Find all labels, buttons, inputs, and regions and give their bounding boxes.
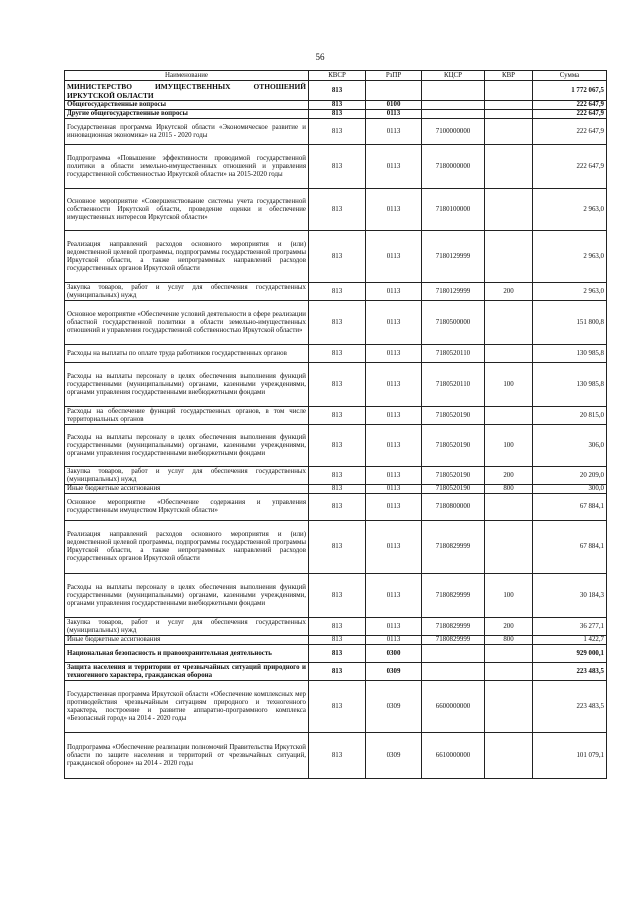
cell-name: Защита населения и территории от чрезвычайных ситуаций природного и техногенного характера, гражданская оборона xyxy=(65,663,309,681)
cell-kvr xyxy=(485,663,533,681)
cell-name: Реализация направлений расходов основного мероприятия и (или) ведомственной целевой программы, подпрограммы государственной программы Иркутской области, а также непрограммных направлений расходов государственных органов Иркутской области xyxy=(65,231,309,283)
cell-sum: 222 647,9 xyxy=(533,110,607,119)
cell-name: Государственная программа Иркутской области «Обеспечение комплексных мер противодействия чрезвычайным ситуациям природного и техногенного характера, построение и развитие аппаратно-программного комплекса «Безопасный город» на 2014 - 2020 годы xyxy=(65,681,309,733)
table-row xyxy=(65,407,607,425)
table-row xyxy=(65,645,607,663)
cell-name: Иные бюджетные ассигнования xyxy=(65,636,309,645)
cell-kcsr xyxy=(422,101,485,110)
cell-kvsr: 813 xyxy=(309,119,366,145)
cell-rzpr: 0113 xyxy=(366,485,422,494)
cell-name: Закупка товаров, работ и услуг для обеспечения государственных (муниципальных) нужд xyxy=(65,618,309,636)
cell-sum: 151 800,8 xyxy=(533,301,607,345)
cell-kvr: 100 xyxy=(485,574,533,618)
cell-rzpr: 0300 xyxy=(366,645,422,663)
cell-rzpr: 0309 xyxy=(366,681,422,733)
budget-table xyxy=(64,70,607,779)
cell-kcsr: 7180129999 xyxy=(422,283,485,301)
cell-sum: 300,0 xyxy=(533,485,607,494)
cell-kvr xyxy=(485,231,533,283)
column-header-rzpr: РзПР xyxy=(366,71,422,81)
cell-name: Основное мероприятие «Обеспечение условий деятельности в сфере реализации областной государственной политики в области земельно-имущественных отношений и управления государственной собственностью Иркутской области» xyxy=(65,301,309,345)
cell-name: Другие общегосударственные вопросы xyxy=(65,110,309,119)
table-row xyxy=(65,467,607,485)
cell-kvr: 800 xyxy=(485,636,533,645)
cell-kvsr: 813 xyxy=(309,733,366,779)
cell-name: Закупка товаров, работ и услуг для обеспечения государственных (муниципальных) нужд xyxy=(65,283,309,301)
cell-name: Расходы на выплаты по оплате труда работников государственных органов xyxy=(65,345,309,363)
cell-name: Закупка товаров, работ и услуг для обеспечения государственных (муниципальных) нужд xyxy=(65,467,309,485)
table-row xyxy=(65,301,607,345)
cell-kvr xyxy=(485,407,533,425)
table-row xyxy=(65,363,607,407)
cell-kcsr: 7180520190 xyxy=(422,467,485,485)
cell-kvsr: 813 xyxy=(309,283,366,301)
column-header-kcsr: КЦСР xyxy=(422,71,485,81)
table-row xyxy=(65,119,607,145)
cell-sum: 20 209,0 xyxy=(533,467,607,485)
cell-kcsr: 7180520190 xyxy=(422,485,485,494)
cell-sum: 130 985,8 xyxy=(533,363,607,407)
cell-kvsr: 813 xyxy=(309,494,366,521)
cell-sum: 101 079,1 xyxy=(533,733,607,779)
table-row xyxy=(65,521,607,574)
cell-kcsr: 7180500000 xyxy=(422,301,485,345)
table-row xyxy=(65,345,607,363)
cell-name: Иные бюджетные ассигнования xyxy=(65,485,309,494)
cell-sum: 223 483,5 xyxy=(533,681,607,733)
cell-rzpr: 0113 xyxy=(366,145,422,189)
cell-rzpr: 0113 xyxy=(366,110,422,119)
cell-rzpr: 0113 xyxy=(366,345,422,363)
cell-sum: 36 277,1 xyxy=(533,618,607,636)
cell-kvsr: 813 xyxy=(309,345,366,363)
cell-rzpr: 0113 xyxy=(366,283,422,301)
cell-sum: 222 647,9 xyxy=(533,145,607,189)
cell-rzpr: 0113 xyxy=(366,494,422,521)
cell-kvsr: 813 xyxy=(309,574,366,618)
cell-kvr xyxy=(485,189,533,231)
cell-rzpr: 0113 xyxy=(366,407,422,425)
cell-kcsr: 6600000000 xyxy=(422,681,485,733)
cell-sum: 2 963,0 xyxy=(533,283,607,301)
cell-rzpr: 0113 xyxy=(366,189,422,231)
cell-kvr xyxy=(485,521,533,574)
cell-name: Подпрограмма «Повышение эффективности проводимой государственной политики в области земельно-имущественных отношений и управления государственной собственностью Иркутской области» на 2015-2020 годы xyxy=(65,145,309,189)
cell-kcsr xyxy=(422,81,485,101)
column-header-sum: Сумма xyxy=(533,71,607,81)
cell-kvr: 200 xyxy=(485,467,533,485)
cell-rzpr: 0113 xyxy=(366,636,422,645)
table-row xyxy=(65,663,607,681)
cell-sum: 130 985,8 xyxy=(533,345,607,363)
cell-kcsr: 7180829999 xyxy=(422,521,485,574)
cell-kvr xyxy=(485,494,533,521)
cell-name: Основное мероприятие «Обеспечение содержания и управления государственным имуществом Иркутской области» xyxy=(65,494,309,521)
table-row xyxy=(65,189,607,231)
cell-sum: 67 884,1 xyxy=(533,494,607,521)
cell-kvsr: 813 xyxy=(309,521,366,574)
cell-kcsr: 7180520110 xyxy=(422,345,485,363)
cell-rzpr: 0113 xyxy=(366,231,422,283)
cell-name: Расходы на выплаты персоналу в целях обеспечения выполнения функций государственными (муниципальными) органами, казенными учреждениями, органами управления государственными внебюджетными фондами xyxy=(65,574,309,618)
cell-name: МИНИСТЕРСТВО ИМУЩЕСТВЕННЫХ ОТНОШЕНИЙ ИРКУТСКОЙ ОБЛАСТИ xyxy=(65,81,309,101)
cell-kvr: 800 xyxy=(485,485,533,494)
cell-name: Расходы на выплаты персоналу в целях обеспечения выполнения функций государственными (муниципальными) органами, казенными учреждениями, органами управления государственными внебюджетными фондами xyxy=(65,425,309,467)
cell-sum: 2 963,0 xyxy=(533,189,607,231)
cell-sum: 1 772 067,5 xyxy=(533,81,607,101)
cell-rzpr: 0100 xyxy=(366,101,422,110)
cell-rzpr: 0113 xyxy=(366,521,422,574)
cell-kvr xyxy=(485,81,533,101)
table-row xyxy=(65,425,607,467)
cell-rzpr: 0309 xyxy=(366,663,422,681)
cell-name: Реализация направлений расходов основного мероприятия и (или) ведомственной целевой программы, подпрограммы государственной программы Иркутской области, а также непрограммных направлений расходов государственных органов Иркутской области xyxy=(65,521,309,574)
cell-rzpr: 0113 xyxy=(366,425,422,467)
table-row xyxy=(65,733,607,779)
cell-kcsr xyxy=(422,645,485,663)
cell-sum: 1 422,7 xyxy=(533,636,607,645)
cell-kvsr: 813 xyxy=(309,81,366,101)
cell-kvsr: 813 xyxy=(309,363,366,407)
cell-kcsr: 7180829999 xyxy=(422,574,485,618)
cell-kcsr: 6610000000 xyxy=(422,733,485,779)
table-row xyxy=(65,283,607,301)
cell-kvsr: 813 xyxy=(309,485,366,494)
cell-kvr: 200 xyxy=(485,618,533,636)
table-row xyxy=(65,485,607,494)
cell-kcsr: 7180800000 xyxy=(422,494,485,521)
table-row xyxy=(65,636,607,645)
cell-kvr xyxy=(485,301,533,345)
table-row xyxy=(65,494,607,521)
cell-kvsr: 813 xyxy=(309,618,366,636)
table-row xyxy=(65,681,607,733)
cell-kvsr: 813 xyxy=(309,467,366,485)
cell-rzpr: 0113 xyxy=(366,301,422,345)
cell-kcsr: 7180129999 xyxy=(422,231,485,283)
table-row xyxy=(65,574,607,618)
cell-kvr: 100 xyxy=(485,425,533,467)
table-row xyxy=(65,231,607,283)
cell-rzpr xyxy=(366,81,422,101)
table-header-row xyxy=(65,71,607,81)
table-row xyxy=(65,101,607,110)
cell-kvr xyxy=(485,145,533,189)
cell-name: Общегосударственные вопросы xyxy=(65,101,309,110)
cell-kvr xyxy=(485,119,533,145)
cell-kcsr: 7180520110 xyxy=(422,363,485,407)
column-header-kvr: КВР xyxy=(485,71,533,81)
cell-kvr: 200 xyxy=(485,283,533,301)
cell-name: Расходы на обеспечение функций государственных органов, в том числе территориальных органов xyxy=(65,407,309,425)
cell-kcsr: 7100000000 xyxy=(422,119,485,145)
cell-sum: 30 184,3 xyxy=(533,574,607,618)
cell-sum: 2 963,0 xyxy=(533,231,607,283)
cell-name: Национальная безопасность и правоохранительная деятельность xyxy=(65,645,309,663)
cell-kvsr: 813 xyxy=(309,407,366,425)
cell-kvr xyxy=(485,110,533,119)
cell-name: Расходы на выплаты персоналу в целях обеспечения выполнения функций государственными (муниципальными) органами, казенными учреждениями, органами управления государственными внебюджетными фондами xyxy=(65,363,309,407)
cell-kcsr xyxy=(422,110,485,119)
cell-kvr xyxy=(485,345,533,363)
table-row xyxy=(65,145,607,189)
cell-rzpr: 0113 xyxy=(366,574,422,618)
cell-kcsr: 7180520190 xyxy=(422,407,485,425)
cell-rzpr: 0113 xyxy=(366,467,422,485)
cell-kvsr: 813 xyxy=(309,110,366,119)
cell-kvsr: 813 xyxy=(309,101,366,110)
page-number: 56 xyxy=(315,52,325,62)
cell-kvr xyxy=(485,645,533,663)
table-row xyxy=(65,618,607,636)
cell-name: Подпрограмма «Обеспечение реализации полномочий Правительства Иркутской области по защите населения и территорий от чрезвычайных ситуаций, гражданской обороне» на 2014 - 2020 годы xyxy=(65,733,309,779)
cell-rzpr: 0309 xyxy=(366,733,422,779)
cell-kvsr: 813 xyxy=(309,145,366,189)
cell-sum: 222 647,9 xyxy=(533,119,607,145)
cell-rzpr: 0113 xyxy=(366,363,422,407)
cell-sum: 67 884,1 xyxy=(533,521,607,574)
cell-kvsr: 813 xyxy=(309,189,366,231)
cell-kvr xyxy=(485,733,533,779)
table-body xyxy=(65,81,607,779)
cell-kvr xyxy=(485,101,533,110)
cell-rzpr: 0113 xyxy=(366,618,422,636)
column-header-name: Наименование xyxy=(65,71,309,81)
cell-kvsr: 813 xyxy=(309,301,366,345)
table-row xyxy=(65,81,607,101)
cell-kcsr: 7180520190 xyxy=(422,425,485,467)
cell-rzpr: 0113 xyxy=(366,119,422,145)
cell-kcsr: 7180100000 xyxy=(422,189,485,231)
cell-kvsr: 813 xyxy=(309,636,366,645)
cell-sum: 223 483,5 xyxy=(533,663,607,681)
cell-sum: 306,0 xyxy=(533,425,607,467)
cell-kvsr: 813 xyxy=(309,645,366,663)
cell-kcsr: 7180000000 xyxy=(422,145,485,189)
cell-name: Основное мероприятие «Совершенствование системы учета государственной собственности Иркутской области, проведение оценки и обеспечение имущественных интересов Иркутской области» xyxy=(65,189,309,231)
cell-kvsr: 813 xyxy=(309,425,366,467)
cell-kvsr: 813 xyxy=(309,663,366,681)
cell-kcsr: 7180829999 xyxy=(422,618,485,636)
column-header-kvsr: КВСР xyxy=(309,71,366,81)
cell-kcsr xyxy=(422,663,485,681)
cell-sum: 222 647,9 xyxy=(533,101,607,110)
cell-sum: 929 000,1 xyxy=(533,645,607,663)
cell-kvr: 100 xyxy=(485,363,533,407)
cell-kcsr: 7180829999 xyxy=(422,636,485,645)
cell-kvr xyxy=(485,681,533,733)
cell-sum: 20 815,0 xyxy=(533,407,607,425)
cell-kvsr: 813 xyxy=(309,681,366,733)
cell-name: Государственная программа Иркутской области «Экономическое развитие и инновационная экономика» на 2015 - 2020 годы xyxy=(65,119,309,145)
cell-kvsr: 813 xyxy=(309,231,366,283)
table-row xyxy=(65,110,607,119)
